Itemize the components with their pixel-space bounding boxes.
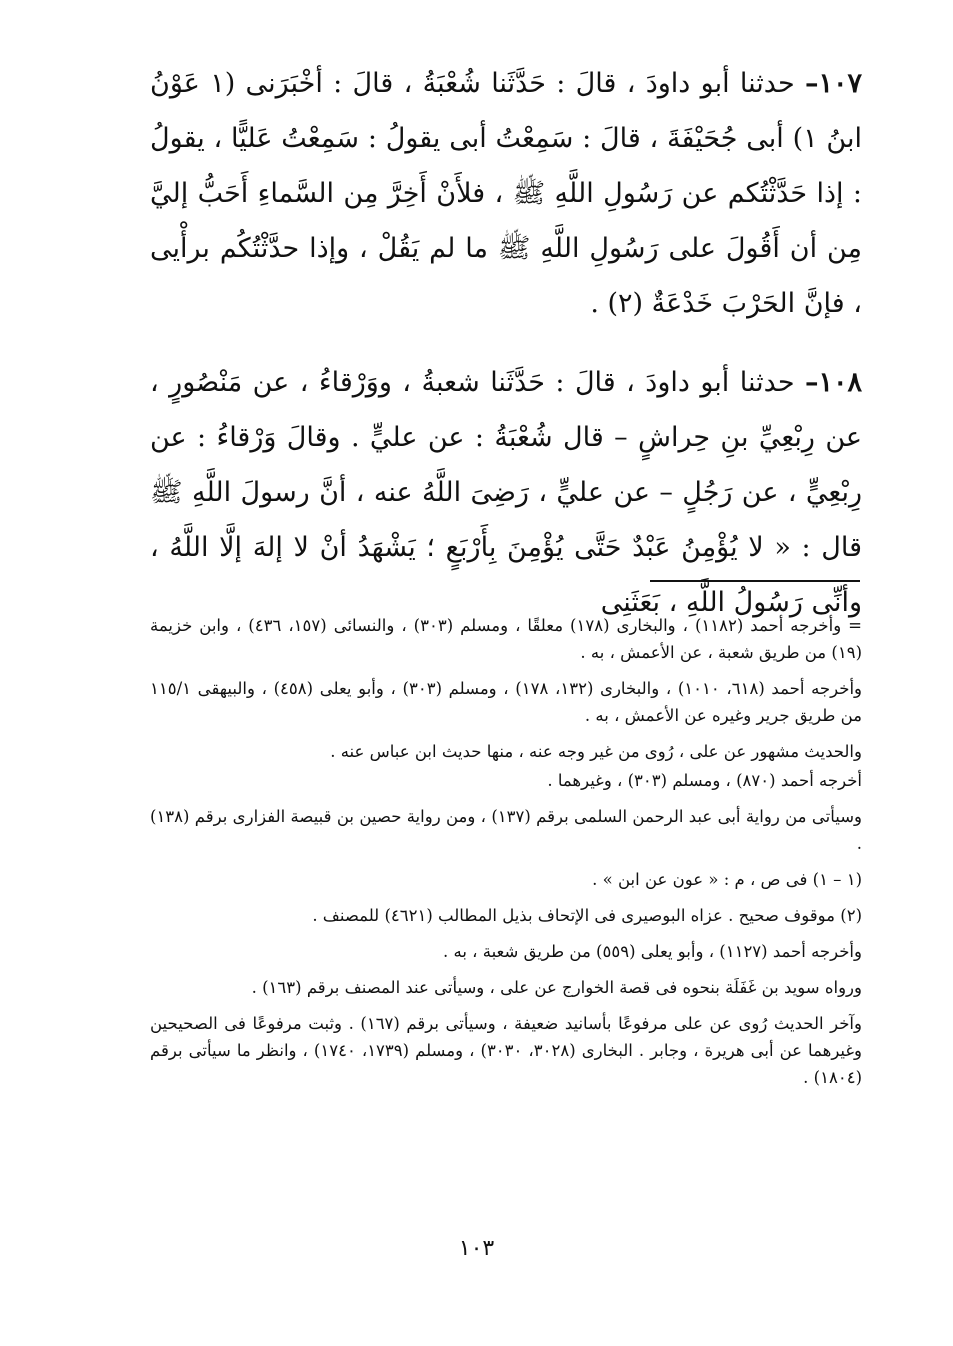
footnote-line: = وأخرجه أحمد (١١٨٢) ، والبخارى (١٧٨) معلقًا ، ومسلم (٣٠٣) ، والنسائى (١٥٧، ٤٣٦) ، وابن خزيمة (١٩) من طريق شعبة ، عن الأعمش ، به . <box>150 616 862 662</box>
hadith-text: حدثنا أبو داودَ ، قالَ : حَدَّثَنا شُعْبَةُ ، قالَ : أخْبَرَنى (١ عَوْنُ ابنُ ١) أبى جُحَيْفَةَ ، قالَ : سَمِعْتُ أبى يقولُ : سَمِعْتُ عَليًّا ، يقولُ : إذا حَدَّثْتُكم عن رَسُولِ اللَّهِ ﷺ ، فلأَنْ أَخِرَّ مِن السَّماءِ أَحَبُّ إليَّ مِن أن أَقُولَ على رَسُولِ اللَّهِ ﷺ ما لم يَقُلْ ، وإذا حدَّثْتُكُم برأْيى ، فإنَّ الحَرْبَ خَدْعَةٌ (٢) . <box>150 68 862 319</box>
footnote-line: والحديث مشهور عن على ، رُوى من غير وجه عنه ، منها حديث ابن عباس عنه . <box>330 742 862 761</box>
footnote-divider <box>650 580 860 582</box>
footnote-line: وسيأتى من رواية أبى عبد الرحمن السلمى برقم (١٣٧) ، ومن رواية حصين بن قبيصة الفزارى برقم (١٣٨) . <box>150 807 862 853</box>
hadith-107 <box>150 56 862 331</box>
footnote-line: (٢) موقوف صحيح . عزاه البوصيرى فى الإتحاف بذيل المطالب (٤٦٢١) للمصنف . <box>312 906 862 925</box>
hadith-number: ١٠٧– <box>804 68 862 99</box>
page-number: ١٠٣ <box>458 1236 495 1261</box>
hadith-108 <box>150 355 862 630</box>
hadith-number: ١٠٨– <box>804 367 862 398</box>
footnote-line: (١ – ١) فى ص ، م : « عون عن ابن » . <box>592 870 862 889</box>
hadith-text: حدثنا أبو داودَ ، قالَ : حَدَّثَنا شعبةُ ، ووَرْقاءُ ، عن مَنْصُورٍ ، عن رِبْعِيِّ بنِ حِراشٍ – قال شُعْبَةُ : عن عليٍّ . وقالَ وَرْقاءُ : عن رِبْعِيٍّ ، عن رَجُلٍ – عن عليٍّ ، رَضِىَ اللَّهُ عنه ، أنَّ رسولَ اللَّهِ ﷺ قال : « لا يُؤْمِنُ عَبْدٌ حَتَّى يُؤْمِنَ بِأَرْبَعٍ ؛ يَشْهَدُ أنْ لا إلهَ إلَّا اللَّهُ ، وأنِّى رَسُولُ اللَّهِ ، بَعَثَنِى <box>150 367 862 618</box>
footnote-line: وأخرجه أحمد (١١٢٧) ، وأبو يعلى (٥٥٩) من طريق شعبة ، به . <box>442 942 862 961</box>
footnotes <box>150 612 862 1100</box>
footnote-line: ورواه سويد بن غَفَلَة بنحوه فى قصة الخوارج عن على ، وسيأتى عند المصنف برقم (١٦٣) . <box>251 978 862 997</box>
footnote-line: وآخر الحديث رُوى عن على مرفوعًا بأسانيد ضعيفة ، وسيأتى برقم (١٦٧) . وثبت مرفوعًا فى الصحيحين وغيرهما عن أبى هريرة ، وجابر . البخارى (٣٠٢٨، ٣٠٣٠) ، ومسلم (١٧٣٩، ١٧٤٠) ، وانظر ما سيأتى برقم (١٨٠٤) . <box>150 1014 863 1087</box>
footnote-line: أخرجه أحمد (٨٧٠) ، ومسلم (٣٠٣) ، وغيرهما . <box>547 771 862 790</box>
footnote-line: وأخرجه أحمد (٦١٨، ١٠١٠) ، والبخارى (١٣٢، ١٧٨) ، ومسلم (٣٠٣) ، وأبو يعلى (٤٥٨) ، والبيهقى ١١٥/١ من طريق جرير وغيره عن الأعمش ، به . <box>150 679 862 725</box>
